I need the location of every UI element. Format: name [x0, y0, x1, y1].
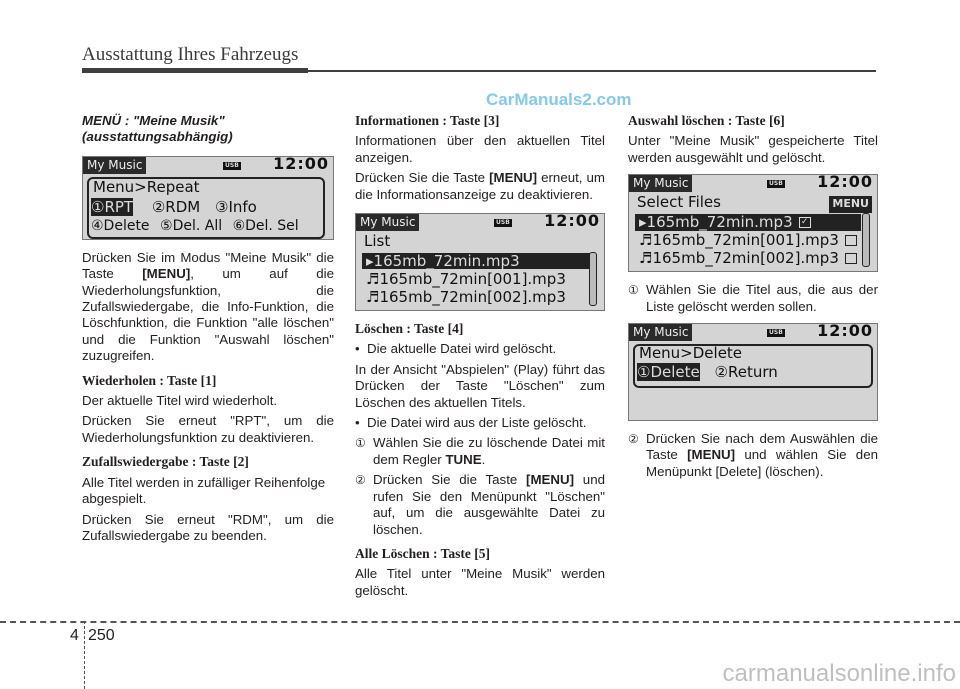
delete-step-1: ① Wählen Sie die zu löschende Datei mit dem Regler TUNE. — [355, 435, 605, 467]
screen-menu-repeat — [82, 156, 334, 240]
menu-heading-sub: (ausstattungsabhängig) — [82, 129, 233, 145]
column-1 — [82, 113, 334, 548]
option-delete: ①Delete — [637, 363, 700, 382]
screen-clock: 12:00 — [273, 155, 329, 173]
menu-path: Menu>Delete — [639, 344, 743, 363]
delete-bullet-1: • Die aktuelle Datei wird gelöscht. — [355, 341, 557, 357]
option-return: ②Return — [714, 363, 778, 382]
repeat-text-1: Der aktuelle Titel wird wiederholt. — [82, 393, 278, 409]
menu-key-label: MENU — [829, 196, 872, 212]
list-item: ▸165mb_72min.mp3 — [362, 253, 592, 269]
list-item: ♬165mb_72min[002].mp3 — [366, 288, 566, 307]
option-info: ③Info — [215, 197, 257, 216]
screen-clock: 12:00 — [817, 174, 873, 192]
usb-badge: USB — [769, 180, 783, 188]
option-del-sel: ⑥Del. Sel — [232, 217, 299, 234]
delete-text-1: In der Ansicht "Abspielen" (Play) führt das Drücken der Taste "Löschen" zum Löschen des aktuellen Titels. — [355, 361, 605, 410]
usb-badge: USB — [496, 219, 510, 227]
select-files-heading: Select Files — [637, 193, 721, 212]
checkbox-icon — [845, 235, 857, 246]
list-heading: List — [364, 232, 391, 251]
checkbox-checked-icon: ✓ — [799, 217, 811, 228]
random-text-2: Drücken Sie erneut "RDM", um die Zufallswiedergabe zu beenden. — [82, 511, 334, 543]
screen-title: My Music — [356, 214, 419, 231]
usb-badge: USB — [225, 161, 239, 169]
usb-badge: USB — [769, 329, 783, 337]
checkbox-icon — [845, 253, 857, 264]
page-number: 250 — [88, 627, 115, 644]
screen-select-files — [628, 174, 878, 272]
list-item: ♬165mb_72min[002].mp3 — [639, 250, 857, 266]
chapter-number: 4 — [70, 627, 79, 644]
list-item: ♬165mb_72min[001].mp3 — [639, 232, 857, 248]
watermark-bottom: carmanualsonline.info — [722, 660, 956, 687]
list-item: ♬165mb_72min[001].mp3 — [366, 270, 566, 289]
screen-title: My Music — [83, 157, 146, 174]
footer-divider — [84, 621, 85, 689]
column-3 — [628, 113, 878, 484]
repeat-text-2: Drücken Sie erneut "RPT", um die Wiederholungsfunktion zu deaktivieren. — [82, 413, 334, 445]
scrollbar — [589, 252, 597, 306]
menu-heading: MENÜ : "Meine Musik" — [82, 113, 225, 128]
section-delete-heading: Löschen : Taste [4] — [355, 321, 464, 337]
menu-path: Menu>Repeat — [93, 177, 200, 196]
screen-title: My Music — [629, 175, 692, 192]
delete-sel-text: Unter "Meine Musik" gespeicherte Titel werden ausgewählt und gelöscht. — [628, 133, 878, 165]
column-2 — [355, 113, 605, 603]
footer-rule — [0, 621, 960, 623]
section-random-heading: Zufallswiedergabe : Taste [2] — [82, 454, 249, 470]
option-delete: ④Delete — [91, 217, 150, 234]
delete-sel-step-1: ① Wählen Sie die Titel aus, die aus der Liste gelöscht werden sollen. — [628, 282, 878, 314]
watermark-top: CarManuals2.com — [486, 90, 632, 109]
scrollbar — [862, 213, 870, 267]
option-rdm: ②RDM — [151, 197, 201, 216]
info-text-2: Drücken Sie die Taste [MENU] erneut, um die Informationsanzeige zu deaktivieren. — [355, 170, 605, 202]
delete-sel-step-2: ② Drücken Sie nach dem Auswählen die Taste [MENU] und wählen Sie den Menüpunkt [Delete] (löschen). — [628, 431, 878, 479]
screen-menu-delete — [628, 323, 878, 421]
screen-list — [355, 213, 605, 311]
section-delete-all-heading: Alle Löschen : Taste [5] — [355, 545, 490, 561]
section-info-heading: Informationen : Taste [3] — [355, 113, 500, 128]
screen-clock: 12:00 — [544, 213, 600, 231]
page-header-title: Ausstattung Ihres Fahrzeugs — [82, 44, 299, 65]
random-text-1: Alle Titel werden in zufälliger Reihenfolge abgespielt. — [82, 474, 326, 507]
delete-step-2: ② Drücken Sie die Taste [MENU] und rufen Sie den Menüpunkt "Löschen" auf, um die ausgewählte Datei zu löschen. — [355, 472, 605, 537]
delete-all-text: Alle Titel unter "Meine Musik" werden gelöscht. — [355, 566, 605, 598]
section-delete-sel-heading: Auswahl löschen : Taste [6] — [628, 113, 785, 128]
list-item: ▸165mb_72min.mp3 ✓ — [635, 214, 861, 230]
section-repeat-heading: Wiederholen : Taste [1] — [82, 372, 217, 388]
screen-title: My Music — [629, 324, 692, 341]
delete-bullet-2: • Die Datei wird aus der Liste gelöscht. — [355, 415, 587, 431]
intro-text: Drücken Sie im Modus "Meine Musik" die Taste [MENU], um auf die Wiederholungsfunktion, die Zufallswiedergabe, die Info-Funktion, die Löschfunktion, die Funktion "alle löschen" und die Funktion "Auswahl löschen" zuzugreifen. — [82, 249, 334, 364]
header-bar — [82, 68, 308, 73]
screen-clock: 12:00 — [817, 323, 873, 341]
option-rpt: ①RPT — [91, 197, 134, 216]
info-text-1: Informationen über den aktuellen Titel anzeigen. — [355, 133, 605, 165]
header-rule — [308, 70, 876, 72]
option-del-all: ⑤Del. All — [160, 217, 223, 234]
